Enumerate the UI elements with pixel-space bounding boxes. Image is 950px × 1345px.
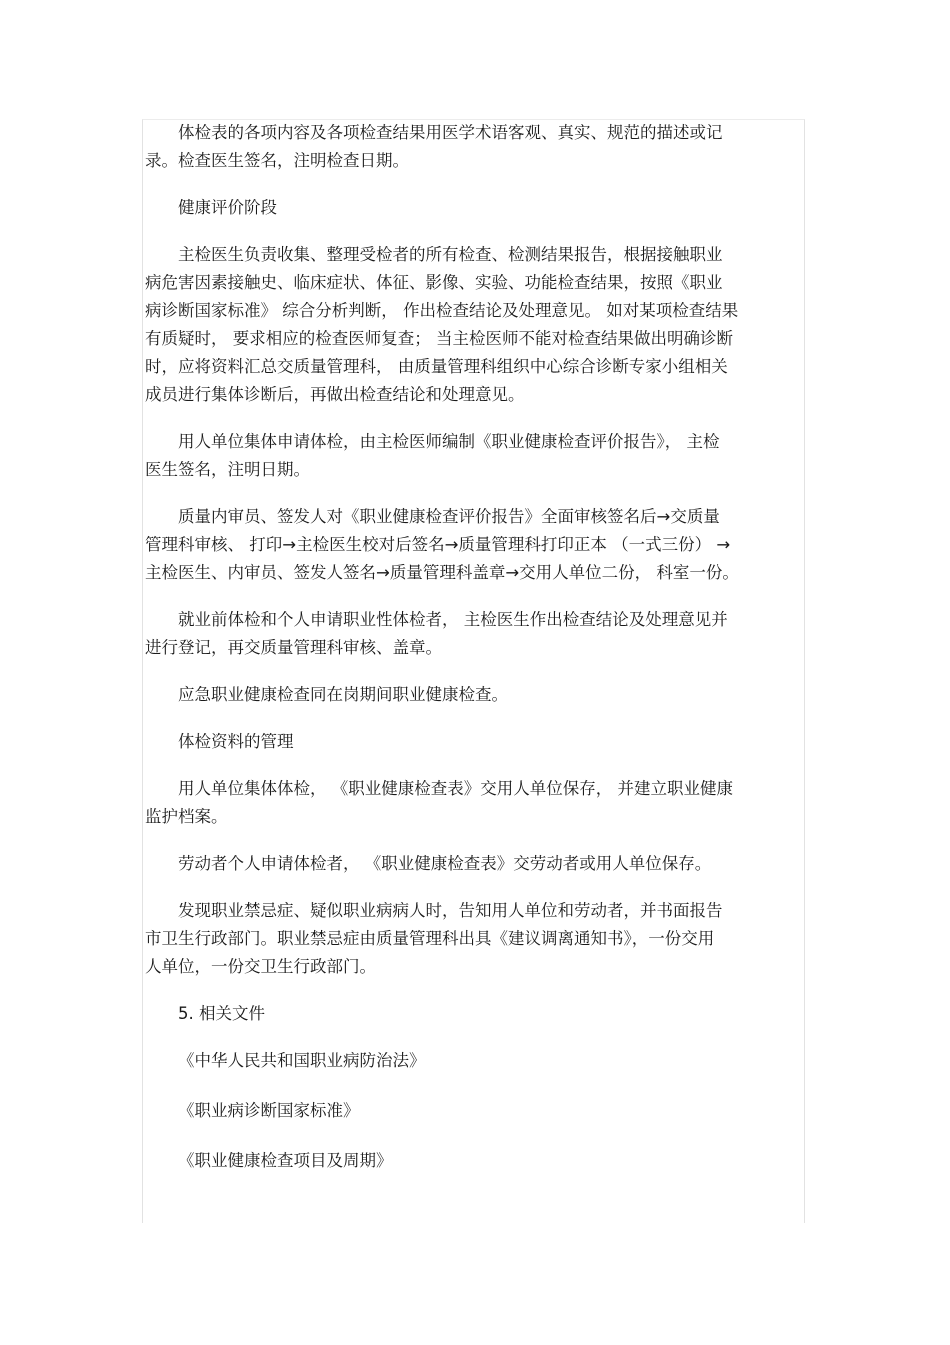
section-heading-health-evaluation: 健康评价阶段 xyxy=(178,198,277,217)
reference-exam-items-cycle: 《职业健康检查项目及周期》 xyxy=(178,1151,393,1170)
paragraph-contraindication-reporting: 发现职业禁忌症、疑似职业病病人时，告知用人单位和劳动者，并书面报告 市卫生行政部门。职业禁忌症由质量管理科出具《建议调离通知书》，一份交用 人单位，一份交卫生行政部门。 xyxy=(145,901,723,976)
reference-occupational-disease-law: 《中华人民共和国职业病防治法》 xyxy=(178,1051,426,1070)
section-heading-records-management: 体检资料的管理 xyxy=(178,732,294,751)
paragraph-emergency-exam: 应急职业健康检查同在岗期间职业健康检查。 xyxy=(178,685,508,704)
paragraph-group-exam-report: 用人单位集体申请体检，由主检医师编制《职业健康检查评价报告》， 主检 医生签名，注明日期。 xyxy=(145,432,720,479)
paragraph-employer-record-keeping: 用人单位集体体检， 《职业健康检查表》交用人单位保存， 并建立职业健康 监护档案。 xyxy=(145,779,733,826)
section-heading-related-documents: 5. 相关文件 xyxy=(178,1004,265,1023)
paragraph-exam-form-records: 体检表的各项内容及各项检查结果用医学术语客观、真实、规范的描述或记 录。检查医生签名，注明检查日期。 xyxy=(145,123,723,170)
paragraph-audit-workflow: 质量内审员、签发人对《职业健康检查评价报告》全面审核签名后→交质量 管理科审核、 打印→主检医生校对后签名→质量管理科打印正本 （一式三份） → 主检医生、内审员、签发人签名→质量管理科盖章→交用人单位二份， 科室一份。 xyxy=(145,507,739,582)
document-body xyxy=(145,119,805,1197)
paragraph-individual-record-keeping: 劳动者个人申请体检者， 《职业健康检查表》交劳动者或用人单位保存。 xyxy=(178,854,712,873)
reference-diagnosis-standard: 《职业病诊断国家标准》 xyxy=(178,1101,360,1120)
paragraph-chief-physician-duties: 主检医生负责收集、整理受检者的所有检查、检测结果报告，根据接触职业 病危害因素接触史、临床症状、体征、影像、实验、功能检查结果，按照《职业 病诊断国家标准》 综合分析判断， 作出检查结论及处理意见。 如对某项检查结果 有质疑时， 要求相应的检查医师复查； 当主检医师不能对检查结果做出明确诊断 时，应将资料汇总交质量管理科， 由质量管理科组织中心综合诊断专家小组相关 成员进行集体诊断后，再做出检查结论和处理意见。 xyxy=(145,245,739,404)
paragraph-pre-employment-exam: 就业前体检和个人申请职业性体检者， 主检医生作出检查结论及处理意见并 进行登记，再交质量管理科审核、盖章。 xyxy=(145,610,728,657)
